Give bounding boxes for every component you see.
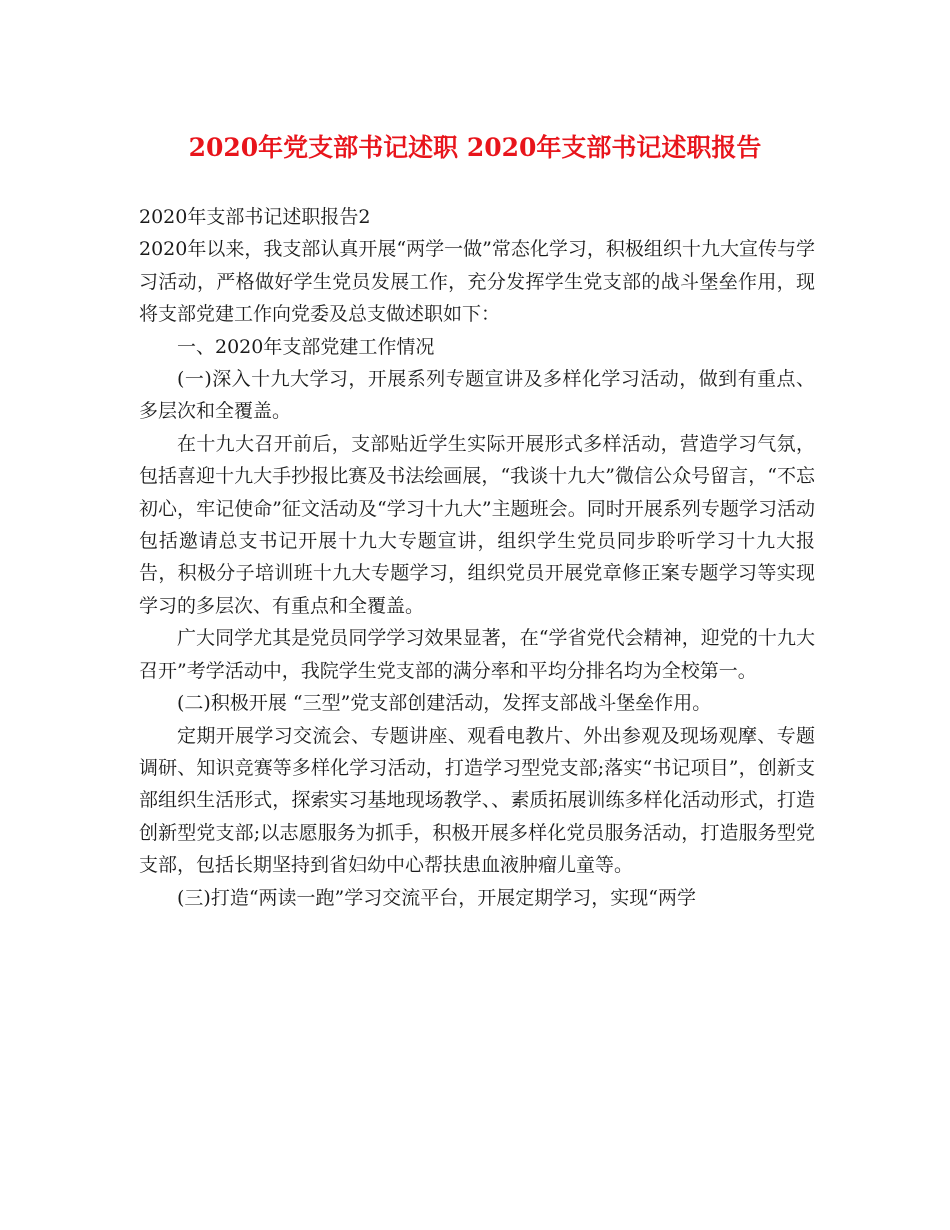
document-title: 2020年党支部书记述职 2020年支部书记述职报告: [188, 133, 762, 162]
paragraph-subtitle: 2020年支部书记述职报告2: [139, 206, 371, 228]
paragraph: 广大同学尤其是党员同学学习效果显著，在“学省党代会精神，迎党的十九大召开”考学活动中，我院学生党支部的满分率和平均分排名均为全校第一。: [139, 627, 815, 682]
paragraph: 定期开展学习交流会、专题讲座、观看电教片、外出参观及现场观摩、专题调研、知识竞赛等多样化学习活动，打造学习型党支部;落实“书记项目”，创新支部组织生活形式，探索实习基地现场教学、、素质拓展训练多样化活动形式，打造创新型党支部;以志愿服务为抓手，积极开展多样化党员服务活动，打造服务型党支部，包括长期坚持到省妇幼中心帮扶患血液肿瘤儿童等。: [139, 724, 815, 877]
section-heading: 一、2020年支部党建工作情况: [177, 335, 435, 358]
paragraph-intro: 2020年以来，我支部认真开展“两学一做”常态化学习，积极组织十九大宣传与学习活动，严格做好学生党员发展工作，充分发挥学生党支部的战斗堡垒作用，现将支部党建工作向党委及总支做述职如下：: [139, 238, 815, 326]
subsection-heading-1: (一)深入十九大学习，开展系列专题宣讲及多样化学习活动，做到有重点、多层次和全覆盖。: [139, 368, 815, 423]
subsection-heading-3: (三)打造“两读一跑”学习交流平台，开展定期学习，实现“两学: [177, 886, 696, 909]
paragraph: 在十九大召开前后，支部贴近学生实际开展形式多样活动，营造学习气氛，包括喜迎十九大手抄报比赛及书法绘画展，“我谈十九大”微信公众号留言，“不忘初心，牢记使命”征文活动及“学习十九大”主题班会。同时开展系列专题学习活动包括邀请总支书记开展十九大专题宣讲，组织学生党员同步聆听学习十九大报告，积极分子培训班十九大专题学习，组织党员开展党章修正案专题学习等实现学习的多层次、有重点和全覆盖。: [139, 432, 815, 617]
document-body: [139, 201, 815, 914]
subsection-heading-2: (二)积极开展 “三型”党支部创建活动，发挥支部战斗堡垒作用。: [177, 692, 712, 715]
